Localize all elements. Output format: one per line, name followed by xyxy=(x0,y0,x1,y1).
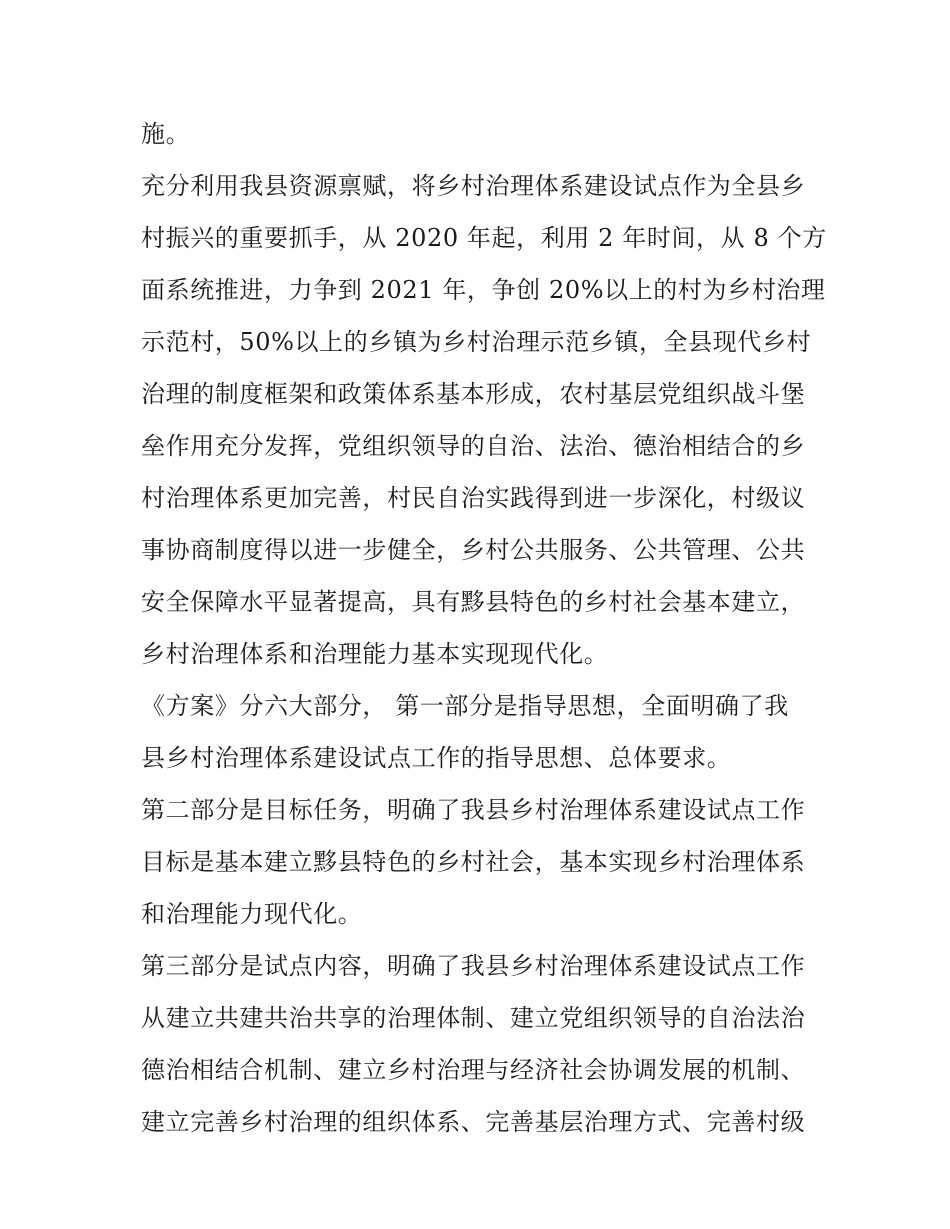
text-line: 示范村，50%以上的乡镇为乡村治理示范乡镇，全县现代乡村 xyxy=(141,328,812,356)
text-line: 充分利用我县资源禀赋，将乡村治理体系建设试点作为全县乡 xyxy=(141,172,806,200)
text-line: 建立完善乡村治理的组织体系、完善基层治理方式、完善村级 xyxy=(141,1108,806,1136)
text-line: 施。 xyxy=(141,120,191,148)
text-line: 治理的制度框架和政策体系基本形成，农村基层党组织战斗堡 xyxy=(141,380,806,408)
text-line: 第二部分是目标任务，明确了我县乡村治理体系建设试点工作 xyxy=(141,796,806,824)
text-line: 从建立共建共治共享的治理体制、建立党组织领导的自治法治 xyxy=(141,1004,806,1032)
text-line: 村振兴的重要抓手，从 2020 年起，利用 2 年时间，从 8 个方 xyxy=(141,224,827,252)
text-line: 事协商制度得以进一步健全，乡村公共服务、公共管理、公共 xyxy=(141,536,806,564)
text-line: 乡村治理体系和治理能力基本实现现代化。 xyxy=(141,640,609,668)
text-line: 第三部分是试点内容，明确了我县乡村治理体系建设试点工作 xyxy=(141,952,806,980)
text-line: 垒作用充分发挥，党组织领导的自治、法治、德治相结合的乡 xyxy=(141,432,806,460)
text-line: 村治理体系更加完善，村民自治实践得到进一步深化，村级议 xyxy=(141,484,806,512)
text-line: 《方案》分六大部分， 第一部分是指导思想，全面明确了我 xyxy=(141,692,789,720)
text-line: 德治相结合机制、建立乡村治理与经济社会协调发展的机制、 xyxy=(141,1056,806,1084)
text-line: 面系统推进，力争到 2021 年，争创 20%以上的村为乡村治理 xyxy=(141,276,826,304)
text-line: 和治理能力现代化。 xyxy=(141,900,363,928)
text-line: 县乡村治理体系建设试点工作的指导思想、总体要求。 xyxy=(141,744,732,772)
text-line: 安全保障水平显著提高，具有黟县特色的乡村社会基本建立， xyxy=(141,588,806,616)
text-line: 目标是基本建立黟县特色的乡村社会，基本实现乡村治理体系 xyxy=(141,848,806,876)
document-body xyxy=(141,108,827,1148)
